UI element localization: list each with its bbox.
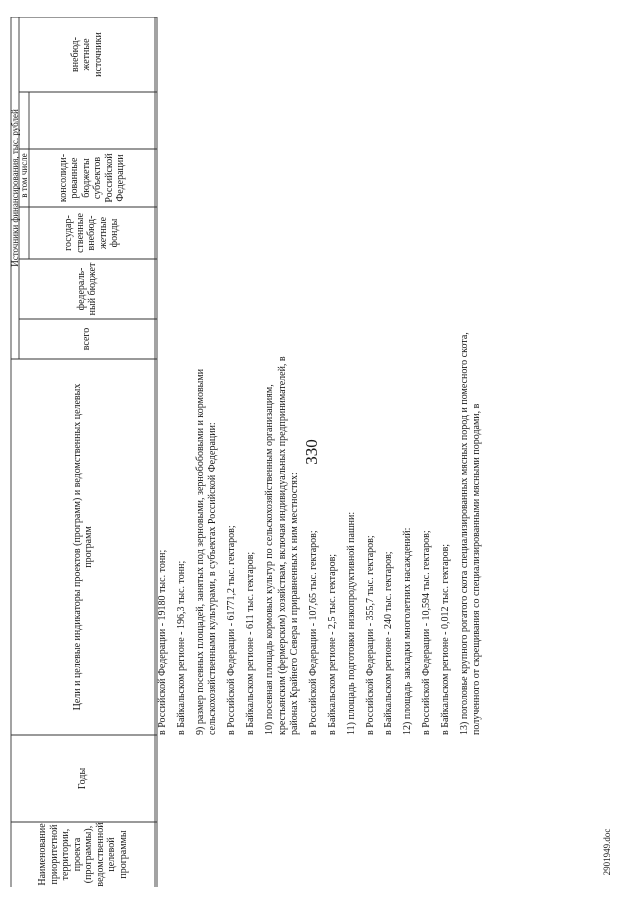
list-item: 9) размер посевных площадей, занятых под зерновыми, зернобобовыми и кормовыми сельскохозяйственными культурами, в субъектах Российской Федерации: xyxy=(194,368,219,735)
list-item: в Российской Федерации - 61771,2 тыс. гектаров; xyxy=(226,525,238,735)
list-item: в Российской Федерации - 355,7 тыс. гектаров; xyxy=(364,535,376,735)
landscape-table-sheet xyxy=(9,17,519,887)
document-footer: 2901949.doc xyxy=(602,828,612,876)
list-item: в Российской Федерации - 10,594 тыс. гектаров; xyxy=(420,530,432,735)
header-total: всего xyxy=(81,327,93,351)
goals-text-column xyxy=(157,325,517,735)
page-number: 330 xyxy=(302,439,321,465)
header-years: Годы xyxy=(77,767,89,790)
list-item: в Байкальском регионе - 196,3 тыс. тонн; xyxy=(175,560,187,735)
list-item: 11) площадь подготовки низкопродуктивной пашни: xyxy=(345,511,357,735)
header-consolidated: консолиди-рованные бюджеты субъектов Российской Федерации xyxy=(57,153,126,203)
header-sources: Источники финансирования, тыс. рублей xyxy=(9,109,20,267)
header-including: в том числе xyxy=(18,153,29,198)
header-name: Наименование приоритетной территории, проекта (программы), ведомственной целевой программы xyxy=(37,822,129,887)
list-item: в Байкальском регионе - 240 тыс. гектаров; xyxy=(383,551,395,735)
list-item: 13) поголовье крупного рогатого скота специализированных мясных пород и помесного скота, полученного от скрещивания со специализированными мясными породами, в xyxy=(458,332,483,735)
list-item: 12) площадь закладки многолетних насаждений: xyxy=(402,527,414,735)
header-offbudget: внебюд-жетные источники xyxy=(69,32,104,77)
list-item: в Байкальском регионе - 0,012 тыс. гектаров; xyxy=(439,543,451,735)
list-item: в Российской Федерации - 107,65 тыс. гектаров; xyxy=(308,530,320,735)
list-item: в Байкальском регионе - 2,5 тыс. гектаров; xyxy=(326,553,338,735)
list-item: в Российской Федерации - 19180 тыс. тонн; xyxy=(157,549,168,735)
header-state-funds: государ-ственные внебюд-жетные фонды xyxy=(63,213,121,253)
list-item: в Байкальском регионе - 611 тыс. гектаров; xyxy=(244,551,256,735)
header-goals: Цели и целевые индикаторы проектов (программ) и ведомственных целевых программ xyxy=(71,383,94,711)
header-federal: федераль-ный бюджет xyxy=(75,262,98,316)
header-empty xyxy=(29,92,155,149)
list-item: 10) посевная площадь кормовых культур по сельскохозяйственным организациям, крестьянским (фермерским) хозяйствам, включая индивидуальных предпринимателей, в районах Крайнего Севера и приравненных к ним местностях: xyxy=(263,356,301,735)
